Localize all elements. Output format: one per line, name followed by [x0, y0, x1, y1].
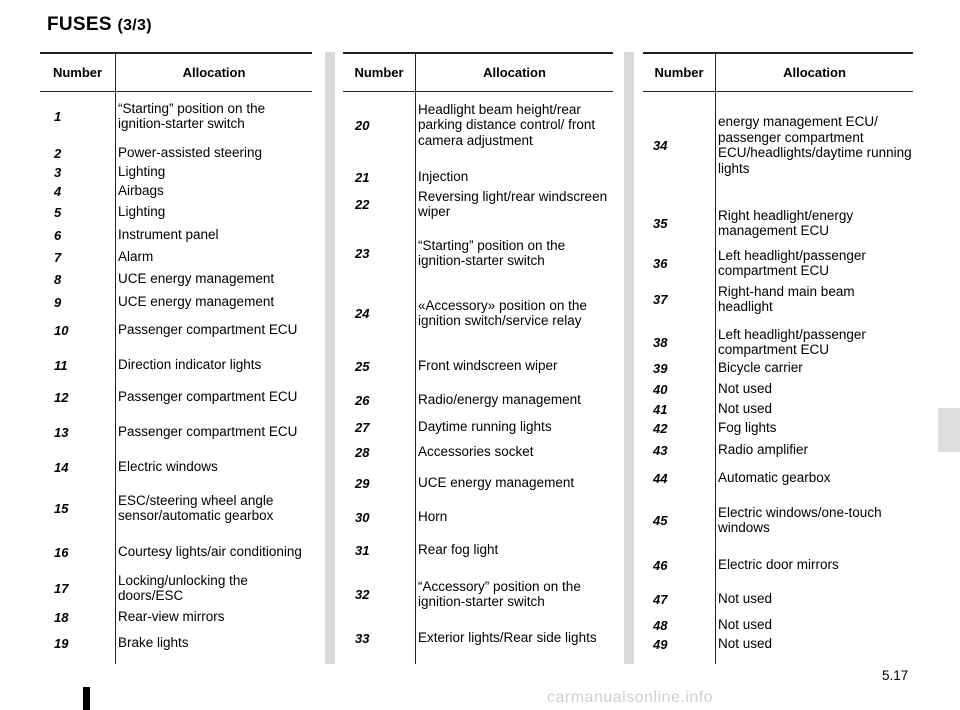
fuse-row	[343, 443, 613, 461]
header-number: Number	[654, 64, 704, 80]
fuse-allocation: Rear fog light	[418, 542, 499, 558]
fuse-number: 35	[653, 215, 668, 231]
fuse-row	[40, 388, 312, 406]
fuse-allocation: Bicycle carrier	[718, 360, 803, 376]
fuse-row	[643, 359, 913, 377]
fuse-allocation: Passenger compartment ECU	[118, 424, 298, 440]
header-allocation: Allocation	[483, 64, 546, 80]
fuse-number: 47	[653, 591, 668, 607]
fuse-row	[40, 144, 312, 162]
fuse-allocation: Passenger compartment ECU	[118, 389, 298, 405]
fuse-number: 26	[355, 392, 370, 408]
fuse-row	[40, 182, 312, 200]
fuse-number: 40	[653, 381, 668, 397]
fuse-row	[643, 282, 913, 316]
fuse-row	[40, 571, 312, 605]
fuse-number: 28	[355, 444, 370, 460]
side-tab-marker	[938, 408, 960, 452]
fuse-row	[343, 621, 613, 655]
fuse-row	[40, 423, 312, 441]
header-allocation: Allocation	[783, 64, 846, 80]
fuse-row	[40, 321, 312, 339]
fuse-allocation: Radio amplifier	[718, 442, 809, 458]
fuse-number: 1	[54, 108, 62, 124]
column-gutter-1	[325, 52, 335, 664]
fuse-number: 48	[653, 617, 668, 633]
fuse-allocation: Electric windows	[118, 459, 218, 475]
fuse-row	[40, 270, 312, 288]
fuse-row	[343, 541, 613, 559]
fuse-row	[343, 187, 613, 221]
fuse-row	[40, 458, 312, 476]
fuse-number: 8	[54, 271, 62, 287]
fuse-row	[40, 99, 312, 133]
fuse-allocation: Fog lights	[718, 420, 777, 436]
fuse-allocation: Injection	[418, 169, 469, 185]
fuse-allocation: Electric door mirrors	[718, 557, 839, 573]
title-main: FUSES	[47, 14, 112, 35]
fuse-number: 30	[355, 509, 370, 525]
fuse-number: 2	[54, 145, 62, 161]
fuse-number: 3	[54, 164, 62, 180]
fuse-allocation: Lighting	[118, 204, 166, 220]
fuse-allocation: Electric windows/one-touch windows	[718, 504, 882, 535]
fuse-row	[643, 556, 913, 574]
fuse-allocation: Not used	[718, 381, 773, 397]
fuse-number: 36	[653, 255, 668, 271]
fuse-row	[643, 419, 913, 437]
fuse-row	[40, 248, 312, 266]
fuse-row	[343, 508, 613, 526]
fuse-allocation: Accessories socket	[418, 444, 534, 460]
fuse-number: 49	[653, 636, 668, 652]
fuse-row	[643, 590, 913, 608]
fuse-number: 33	[355, 630, 370, 646]
fuse-number: 12	[54, 389, 69, 405]
fuse-allocation: “Starting” position on the ignition-starter switch	[118, 100, 266, 131]
fuse-row	[40, 535, 312, 569]
fuse-number: 23	[355, 245, 370, 261]
fuse-row	[643, 469, 913, 487]
fuse-number: 16	[54, 544, 69, 560]
fuse-number: 22	[355, 196, 370, 212]
fuse-number: 32	[355, 586, 370, 602]
fuse-row	[343, 391, 613, 409]
fuse-number: 7	[54, 249, 62, 265]
fuse-row	[343, 288, 613, 338]
fuse-allocation: Direction indicator lights	[118, 357, 262, 373]
header-number: Number	[354, 64, 404, 80]
fuse-allocation: Front windscreen wiper	[418, 358, 558, 374]
fuse-row	[343, 474, 613, 492]
fuse-allocation: Exterior lights/Rear side lights	[418, 630, 597, 646]
fuse-number: 31	[355, 542, 370, 558]
fuse-number: 39	[653, 360, 668, 376]
fuse-number: 15	[54, 500, 69, 516]
fuse-allocation: Not used	[718, 636, 773, 652]
fuse-row	[40, 203, 312, 221]
fuse-allocation: Left headlight/passenger compartment ECU	[718, 247, 866, 278]
fuse-row	[643, 325, 913, 359]
fuse-number: 42	[653, 420, 668, 436]
fuse-number: 44	[653, 470, 668, 486]
fuse-number: 19	[54, 635, 69, 651]
fuse-row	[343, 100, 613, 150]
fuse-row	[643, 635, 913, 653]
fuse-row	[40, 356, 312, 374]
fuse-row	[40, 491, 312, 525]
fuse-allocation: Automatic gearbox	[718, 470, 831, 486]
fuse-allocation: Not used	[718, 591, 773, 607]
fuse-number: 25	[355, 358, 370, 374]
page-number: 5.17	[882, 668, 909, 683]
fuse-number: 37	[653, 291, 668, 307]
fuse-allocation: Brake lights	[118, 635, 189, 651]
fuse-allocation: Not used	[718, 401, 773, 417]
fuse-table-1	[40, 52, 312, 664]
fuse-row	[643, 206, 913, 240]
fuse-number: 17	[54, 580, 69, 596]
header-allocation: Allocation	[182, 64, 246, 80]
fuse-number: 24	[355, 305, 370, 321]
fuse-number: 38	[653, 334, 668, 350]
fuse-row	[643, 114, 913, 176]
fuse-number: 5	[54, 204, 62, 220]
corner-mark	[83, 687, 90, 710]
fuse-number: 18	[54, 609, 69, 625]
fuse-allocation: Horn	[418, 509, 448, 525]
fuse-allocation: Locking/unlocking the doors/ESC	[118, 572, 248, 603]
fuse-number: 34	[653, 137, 668, 153]
fuse-allocation: Courtesy lights/air conditioning	[118, 544, 302, 560]
fuse-row	[643, 503, 913, 537]
fuse-row	[643, 616, 913, 634]
title-sub: (3/3)	[117, 17, 152, 34]
fuse-number: 43	[653, 442, 668, 458]
fuse-allocation: Radio/energy management	[418, 392, 581, 408]
fuse-row	[343, 236, 613, 270]
fuse-allocation: UCE energy management	[418, 475, 575, 491]
fuse-allocation: Reversing light/rear windscreen wiper	[418, 188, 608, 219]
fuse-table-3	[643, 52, 913, 664]
fuse-allocation: Headlight beam height/rear parking distance control/ front camera adjustment	[418, 101, 596, 148]
fuse-number: 6	[54, 227, 62, 243]
fuse-allocation: “Starting” position on the ignition-starter switch	[418, 237, 566, 268]
fuse-table-2	[343, 52, 613, 664]
fuse-row	[643, 246, 913, 280]
fuse-row	[40, 293, 312, 311]
fuse-row	[343, 577, 613, 611]
fuse-number: 4	[54, 183, 62, 199]
fuse-row	[343, 418, 613, 436]
fuse-number: 20	[355, 117, 370, 133]
fuse-allocation: Rear-view mirrors	[118, 609, 225, 625]
fuse-allocation: Instrument panel	[118, 227, 219, 243]
fuse-number: 46	[653, 557, 668, 573]
fuse-allocation: Right-hand main beam headlight	[718, 283, 855, 314]
fuse-row	[643, 441, 913, 459]
fuse-row	[40, 634, 312, 652]
fuse-number: 11	[54, 357, 68, 373]
page-title	[47, 14, 152, 36]
fuse-allocation: Power-assisted steering	[118, 145, 263, 161]
fuse-number: 27	[355, 419, 370, 435]
fuse-row	[643, 380, 913, 398]
fuse-number: 10	[54, 322, 69, 338]
fuse-number: 21	[355, 169, 370, 185]
fuse-allocation: Left headlight/passenger compartment ECU	[718, 326, 866, 357]
watermark: carmanualsonline.info	[547, 689, 714, 706]
fuse-allocation: Alarm	[118, 249, 154, 265]
fuse-allocation: energy management ECU/ passenger compartment ECU/headlights/daytime running lights	[718, 114, 912, 176]
fuse-allocation: Airbags	[118, 183, 164, 199]
fuse-row	[343, 357, 613, 375]
fuse-row	[40, 226, 312, 244]
fuse-allocation: «Accessory» position on the ignition switch/service relay	[418, 297, 587, 328]
fuse-row	[40, 608, 312, 626]
fuse-allocation: “Accessory” position on the ignition-starter switch	[418, 578, 581, 609]
fuse-number: 13	[54, 424, 69, 440]
fuse-number: 29	[355, 475, 370, 491]
fuse-row	[343, 168, 613, 186]
fuse-allocation: Daytime running lights	[418, 419, 552, 435]
fuse-row	[40, 163, 312, 181]
fuse-allocation: ESC/steering wheel angle sensor/automatic gearbox	[118, 492, 274, 523]
fuse-number: 45	[653, 512, 668, 528]
fuse-allocation: Not used	[718, 617, 773, 633]
fuse-allocation: UCE energy management	[118, 271, 275, 287]
column-gutter-2	[624, 52, 634, 664]
fuse-allocation: Passenger compartment ECU	[118, 322, 298, 338]
header-number: Number	[52, 64, 103, 80]
fuse-number: 41	[653, 401, 668, 417]
fuse-row	[643, 400, 913, 418]
fuse-allocation: Right headlight/energy management ECU	[718, 207, 854, 238]
fuse-allocation: UCE energy management	[118, 294, 275, 310]
fuse-number: 9	[54, 294, 62, 310]
fuse-number: 14	[54, 459, 69, 475]
fuse-allocation: Lighting	[118, 164, 166, 180]
